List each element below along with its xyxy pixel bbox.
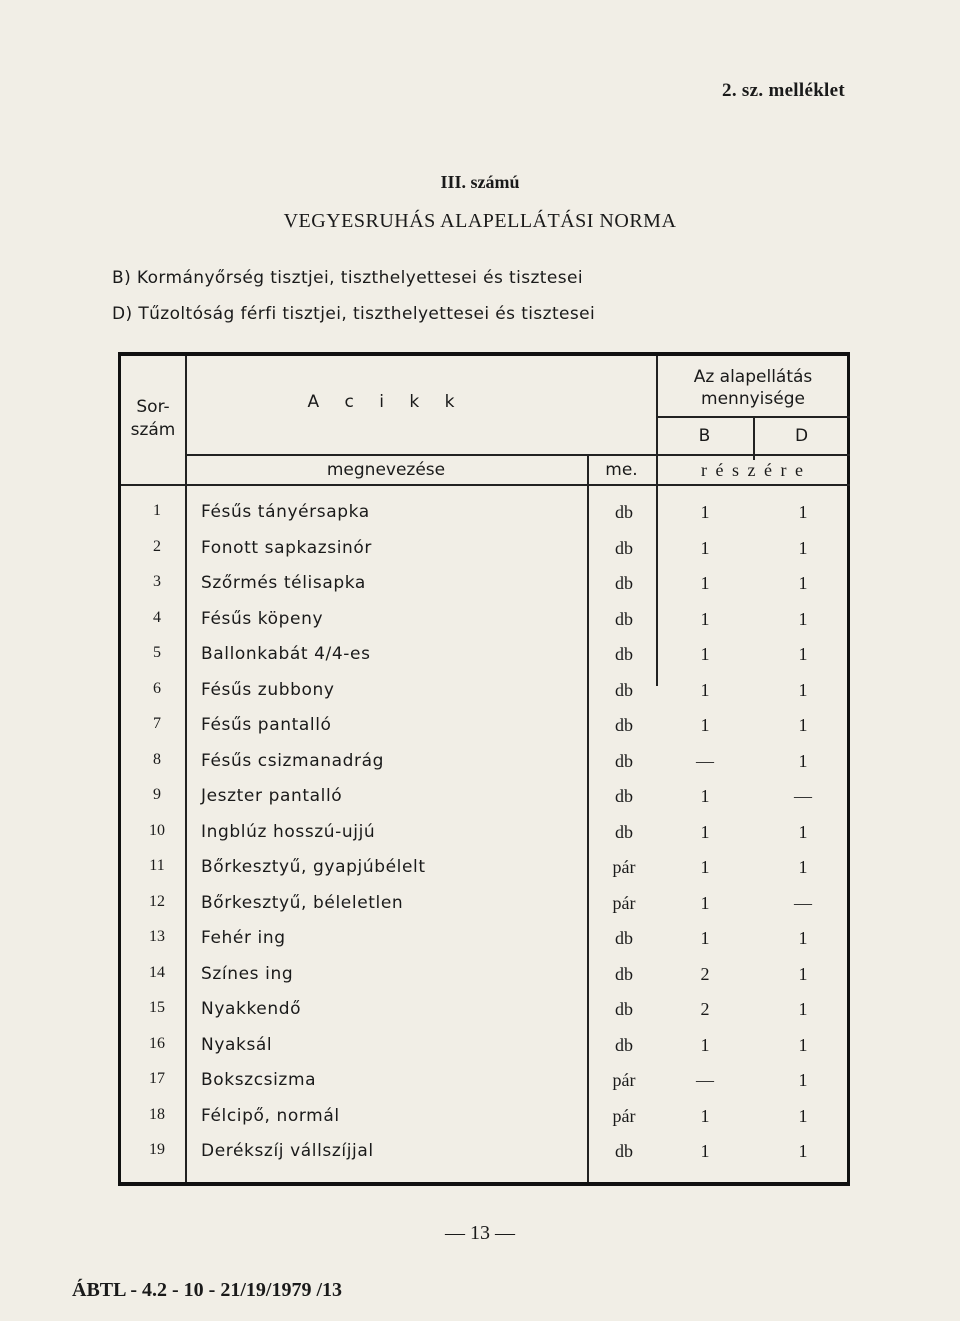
row-number: 12: [149, 892, 165, 910]
row-number: 2: [153, 537, 161, 555]
table-row: [121, 999, 847, 1035]
quantity-d: 1: [798, 928, 808, 948]
table-row: [121, 964, 847, 1000]
quantity-b: —: [696, 1070, 714, 1090]
norm-table: [118, 352, 850, 1186]
table-row: [121, 1106, 847, 1142]
unit: db: [615, 1141, 633, 1161]
archive-reference: ÁBTL - 4.2 - 10 - 21/19/1979 /13: [72, 1279, 343, 1301]
item-name: Félcipő, normál: [201, 1105, 340, 1126]
quantity-b: 1: [700, 679, 710, 700]
item-name: Fésűs csizmanadrág: [201, 750, 385, 771]
unit: db: [615, 679, 633, 700]
unit: db: [615, 537, 633, 558]
table-row: [121, 928, 847, 964]
header-sorszam: Sor- szám: [130, 397, 176, 440]
quantity-d: 1: [798, 679, 808, 700]
quantity-b: 1: [700, 786, 710, 806]
unit: db: [615, 502, 633, 522]
rule-header-mid: [185, 454, 850, 456]
table-row: [121, 822, 847, 858]
item-name: Bőrkesztyű, béleletlen: [201, 892, 404, 913]
title-number: III. számú: [440, 172, 520, 192]
row-number: 5: [153, 644, 161, 661]
row-number: 17: [149, 1070, 165, 1087]
unit: db: [615, 608, 633, 629]
rule-header-bottom: [121, 484, 850, 486]
unit: db: [615, 715, 633, 735]
header-quantity: Az alapellátás mennyisége: [693, 367, 813, 409]
table-row: [121, 1070, 847, 1106]
item-name: Fésűs zubbony: [201, 679, 335, 700]
quantity-b: 1: [700, 537, 710, 558]
unit: db: [615, 786, 633, 806]
row-number: 14: [149, 963, 165, 981]
unit: pár: [612, 857, 636, 877]
table-row: [121, 609, 847, 645]
unit: db: [615, 750, 633, 771]
item-name: Fonott sapkazsinór: [201, 537, 372, 558]
item-name: Nyaksál: [201, 1034, 273, 1055]
unit: db: [615, 821, 633, 842]
quantity-d: 1: [798, 502, 808, 522]
unit: pár: [612, 1070, 636, 1090]
quantity-b: 1: [700, 573, 710, 593]
row-number: 10: [149, 821, 165, 839]
row-number: 9: [153, 786, 161, 803]
quantity-b: 1: [700, 644, 710, 664]
row-number: 19: [149, 1141, 165, 1158]
row-number: 8: [153, 750, 161, 768]
item-name: Derékszíj vállszíjjal: [201, 1141, 374, 1161]
item-name: Fésűs köpeny: [201, 608, 324, 629]
quantity-b: 1: [700, 715, 710, 735]
row-number: 18: [149, 1105, 165, 1123]
row-number: 13: [149, 928, 165, 945]
row-number: 16: [149, 1034, 165, 1052]
quantity-b: 1: [700, 857, 710, 877]
item-name: Fésűs tányérsapka: [201, 502, 370, 522]
item-name: Ballonkabát 4/4-es: [201, 644, 371, 664]
item-name: Nyakkendő: [201, 999, 302, 1019]
table-row: [121, 857, 847, 893]
quantity-b: 1: [700, 892, 710, 913]
quantity-b: 2: [700, 963, 710, 984]
header-megnevezese: megnevezése: [326, 460, 446, 480]
unit: pár: [612, 892, 636, 913]
unit: db: [615, 1034, 633, 1055]
item-name: Ingblúz hosszú-ujjú: [201, 821, 376, 842]
subtitle-b: B) Kormányőrség tisztjei, tiszthelyettesei és tisztesei: [112, 268, 583, 288]
row-number: 15: [149, 999, 165, 1016]
annex-label: 2. sz. melléklet: [722, 80, 845, 101]
table-row: [121, 1141, 847, 1177]
item-name: Bokszcsizma: [201, 1070, 317, 1090]
quantity-d: 1: [798, 821, 808, 842]
quantity-b: —: [696, 750, 714, 771]
item-name: Bőrkesztyű, gyapjúbélelt: [201, 857, 426, 877]
header-b: B: [698, 426, 711, 446]
quantity-d: 1: [798, 857, 808, 877]
row-number: 4: [153, 608, 161, 626]
quantity-d: 1: [798, 1070, 808, 1090]
unit: db: [615, 644, 633, 664]
quantity-b: 1: [700, 1034, 710, 1055]
unit: db: [615, 573, 633, 593]
item-name: Színes ing: [201, 963, 294, 984]
quantity-d: 1: [798, 963, 808, 984]
quantity-b: 1: [700, 928, 710, 948]
quantity-d: —: [794, 892, 812, 913]
header-reszere: r é s z é r e: [701, 460, 805, 480]
item-name: Fehér ing: [201, 928, 286, 948]
table-row: [121, 893, 847, 929]
page-number: — 13 —: [445, 1222, 515, 1244]
unit: db: [615, 928, 633, 948]
quantity-b: 2: [700, 999, 710, 1019]
table-row: [121, 680, 847, 716]
row-number: 11: [149, 857, 165, 874]
quantity-d: —: [794, 786, 812, 806]
quantity-b: 1: [700, 502, 710, 522]
table-row: [121, 644, 847, 680]
quantity-d: 1: [798, 750, 808, 771]
row-number: 7: [153, 715, 161, 732]
item-name: Szőrmés télisapka: [201, 573, 366, 593]
quantity-d: 1: [798, 1141, 808, 1161]
rule-quantity-sub: [656, 416, 850, 418]
quantity-d: 1: [798, 644, 808, 664]
quantity-d: 1: [798, 715, 808, 735]
unit: pár: [612, 1105, 636, 1126]
unit: db: [615, 963, 633, 984]
table-row: [121, 502, 847, 538]
item-name: Fésűs pantalló: [201, 715, 332, 735]
row-number: 1: [153, 502, 161, 519]
quantity-d: 1: [798, 608, 808, 629]
header-d: D: [794, 426, 809, 446]
quantity-d: 1: [798, 537, 808, 558]
table-row: [121, 1035, 847, 1071]
table-row: [121, 751, 847, 787]
document-title: VEGYESRUHÁS ALAPELLÁTÁSI NORMA: [283, 210, 677, 232]
quantity-d: 1: [798, 1034, 808, 1055]
unit: db: [615, 999, 633, 1019]
quantity-d: 1: [798, 573, 808, 593]
table-row: [121, 786, 847, 822]
row-number: 6: [153, 679, 161, 697]
quantity-b: 1: [700, 608, 710, 629]
quantity-b: 1: [700, 1141, 710, 1161]
quantity-d: 1: [798, 999, 808, 1019]
quantity-b: 1: [700, 821, 710, 842]
header-cikk: A c i k k: [307, 392, 465, 412]
table-row: [121, 538, 847, 574]
item-name: Jeszter pantalló: [201, 786, 343, 806]
quantity-d: 1: [798, 1105, 808, 1126]
table-row: [121, 573, 847, 609]
table-row: [121, 715, 847, 751]
quantity-b: 1: [700, 1105, 710, 1126]
header-me: me.: [605, 460, 638, 480]
row-number: 3: [153, 573, 161, 590]
subtitle-d: D) Tűzoltóság férfi tisztjei, tiszthelyettesei és tisztesei: [112, 304, 596, 324]
